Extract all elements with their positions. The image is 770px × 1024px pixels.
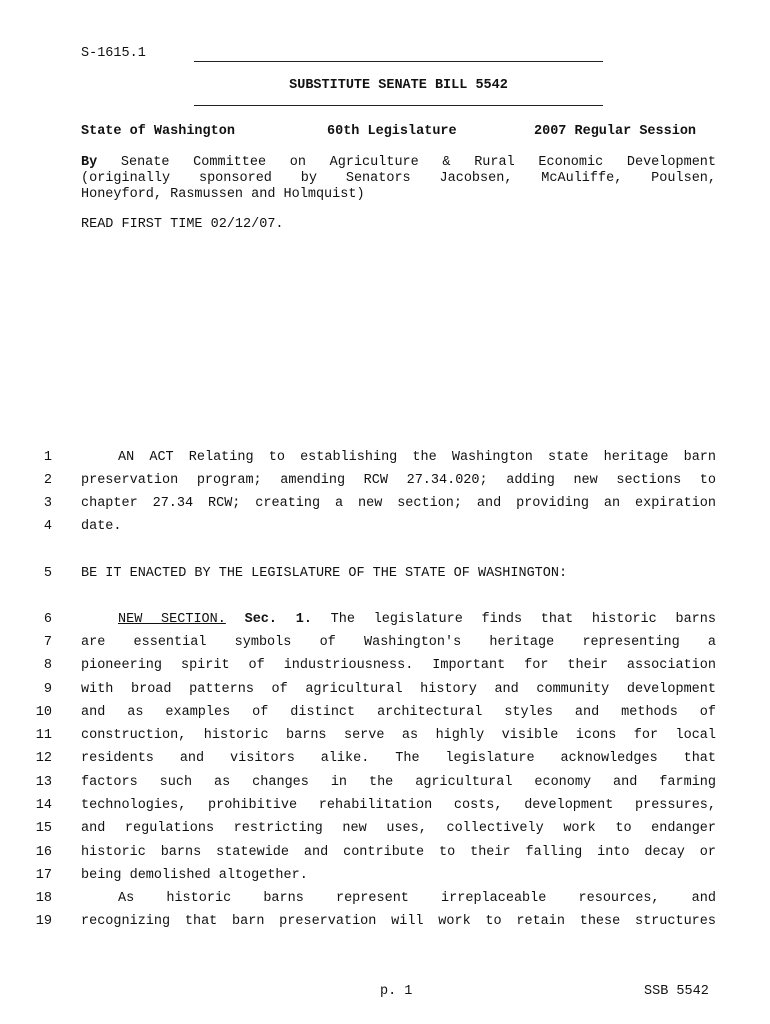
sponsor-line-2: (originally sponsored by Senators Jacobsen, McAuliffe, Poulsen, xyxy=(81,171,716,186)
body-line: preservation program; amending RCW 27.34.020; adding new sections to xyxy=(81,473,716,488)
body-line: recognizing that barn preservation will work to retain these structures xyxy=(81,914,716,929)
line-number: 1 xyxy=(43,450,52,465)
bill-short-name: SSB 5542 xyxy=(644,984,709,999)
body-line: date. xyxy=(81,519,122,534)
body-line: technologies, prohibitive rehabilitation costs, development pressures, xyxy=(81,798,716,813)
line-number: 5 xyxy=(43,566,52,581)
section-number: Sec. 1. xyxy=(244,612,312,627)
line-number: 2 xyxy=(43,473,52,488)
body-line: being demolished altogether. xyxy=(81,868,308,883)
line-number: 4 xyxy=(43,519,52,534)
section-text: The legislature finds that historic barns xyxy=(330,612,716,627)
state-name: State of Washington xyxy=(81,124,235,139)
line-number: 17 xyxy=(35,868,52,883)
section-heading-line xyxy=(81,612,716,627)
legislature: 60th Legislature xyxy=(327,124,457,139)
line-number: 7 xyxy=(43,635,52,650)
body-line: construction, historic barns serve as highly visible icons for local xyxy=(81,728,716,743)
body-line: and regulations restricting new uses, collectively work to endanger xyxy=(81,821,716,836)
body-line: chapter 27.34 RCW; creating a new section; and providing an expiration xyxy=(81,496,716,511)
line-number: 13 xyxy=(35,775,52,790)
sponsor-text-1: Senate Committee on Agriculture & Rural Economic Development xyxy=(97,155,716,170)
body-line: with broad patterns of agricultural history and community development xyxy=(81,682,716,697)
line-number: 9 xyxy=(43,682,52,697)
by-label: By xyxy=(81,155,98,170)
line-number: 6 xyxy=(43,612,52,627)
line-number: 3 xyxy=(43,496,52,511)
body-line: and as examples of distinct architectural styles and methods of xyxy=(81,705,716,720)
session: 2007 Regular Session xyxy=(534,124,697,139)
line-number: 8 xyxy=(43,658,52,673)
top-rule xyxy=(194,61,603,62)
line-number: 11 xyxy=(35,728,52,743)
body-line: residents and visitors alike. The legislature acknowledges that xyxy=(81,751,716,766)
sponsor-line-1 xyxy=(81,155,716,170)
line-number: 12 xyxy=(35,751,52,766)
body-line: AN ACT Relating to establishing the Washington state heritage barn xyxy=(118,450,716,465)
bill-title: SUBSTITUTE SENATE BILL 5542 xyxy=(289,78,508,93)
body-line: are essential symbols of Washington's heritage representing a xyxy=(81,635,716,650)
line-number: 15 xyxy=(35,821,52,836)
page-number: p. 1 xyxy=(380,984,413,999)
body-line: factors such as changes in the agricultural economy and farming xyxy=(81,775,716,790)
document-id: S-1615.1 xyxy=(81,46,146,61)
sponsor-line-3: Honeyford, Rasmussen and Holmquist) xyxy=(81,187,365,202)
line-number: 18 xyxy=(35,891,52,906)
new-section-label: NEW SECTION. xyxy=(118,612,226,627)
enacting-clause: BE IT ENACTED BY THE LEGISLATURE OF THE STATE OF WASHINGTON: xyxy=(81,566,568,581)
body-line: pioneering spirit of industriousness. Important for their association xyxy=(81,658,716,673)
line-number: 14 xyxy=(35,798,52,813)
line-number: 10 xyxy=(35,705,52,720)
read-first-time: READ FIRST TIME 02/12/07. xyxy=(81,217,284,232)
body-line: historic barns statewide and contribute to their falling into decay or xyxy=(81,845,716,860)
line-number: 16 xyxy=(35,845,52,860)
line-number: 19 xyxy=(35,914,52,929)
body-line: As historic barns represent irreplaceable resources, and xyxy=(118,891,716,906)
title-underline xyxy=(194,105,603,106)
